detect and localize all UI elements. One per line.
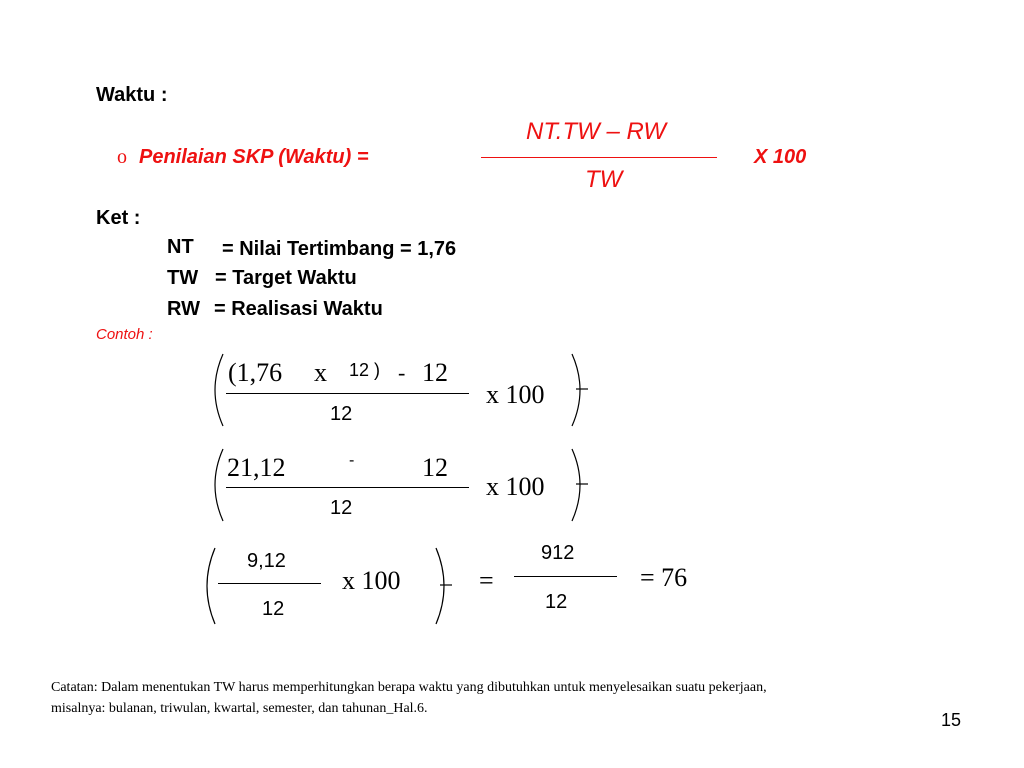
ket-definition: = Target Waktu bbox=[215, 267, 357, 289]
step3-equals: = bbox=[479, 566, 494, 595]
step3-multiplier: x 100 bbox=[342, 566, 401, 595]
formula-label: Penilaian SKP (Waktu) = bbox=[139, 146, 369, 168]
section-heading: Waktu : bbox=[96, 84, 168, 106]
step1-denominator: 12 bbox=[330, 403, 353, 425]
bullet-icon: o bbox=[117, 146, 127, 168]
step1-twelve: 12 bbox=[422, 358, 448, 387]
note-line: misalnya: bulanan, triwulan, kwartal, semester, dan tahunan_Hal.6. bbox=[51, 701, 428, 716]
step2-minus: - bbox=[349, 452, 355, 469]
left-paren-icon bbox=[195, 546, 219, 626]
formula-numerator: NT.TW – RW bbox=[526, 118, 667, 145]
ket-title: Ket : bbox=[96, 207, 141, 229]
step1-multiplier: x 100 bbox=[486, 380, 545, 409]
step1-open-value: (1,76 bbox=[228, 358, 283, 387]
ket-abbr: RW bbox=[167, 298, 200, 320]
step3-denominator: 12 bbox=[262, 598, 285, 620]
left-paren-icon bbox=[203, 352, 227, 428]
left-paren-icon bbox=[203, 447, 227, 523]
right-paren-icon bbox=[432, 546, 456, 626]
step3-fraction-bar bbox=[218, 583, 321, 584]
step1-minus: - bbox=[398, 360, 406, 385]
step2-value: 21,12 bbox=[227, 453, 286, 482]
formula-denominator: TW bbox=[585, 166, 623, 193]
step3-denominator2: 12 bbox=[545, 591, 568, 613]
step2-fraction-bar bbox=[226, 487, 469, 488]
step3-result: = 76 bbox=[640, 563, 688, 592]
page-number: 15 bbox=[941, 710, 962, 730]
example-title: Contoh : bbox=[96, 326, 153, 343]
step1-fraction-bar bbox=[226, 393, 469, 394]
formula-multiplier: X 100 bbox=[754, 146, 807, 168]
note-line: Catatan: Dalam menentukan TW harus memperhitungkan berapa waktu yang dibutuhkan untuk menyelesaikan suatu pekerjaan, bbox=[51, 680, 767, 695]
right-paren-icon bbox=[568, 352, 592, 428]
step3-numerator: 9,12 bbox=[247, 550, 286, 572]
right-paren-icon bbox=[568, 447, 592, 523]
step2-denominator: 12 bbox=[330, 497, 353, 519]
step2-multiplier: x 100 bbox=[486, 472, 545, 501]
step1-twelve-paren: 12 ) bbox=[349, 360, 381, 380]
step2-twelve: 12 bbox=[422, 453, 448, 482]
step3-fraction-bar2 bbox=[514, 576, 617, 577]
step3-numerator2: 912 bbox=[541, 542, 575, 564]
step1-times: x bbox=[314, 358, 327, 387]
formula-fraction-bar bbox=[481, 157, 717, 158]
ket-definition: = Realisasi Waktu bbox=[214, 298, 383, 320]
ket-definition: = Nilai Tertimbang = 1,76 bbox=[222, 238, 457, 260]
ket-abbr: NT bbox=[167, 236, 194, 258]
ket-abbr: TW bbox=[167, 267, 199, 289]
